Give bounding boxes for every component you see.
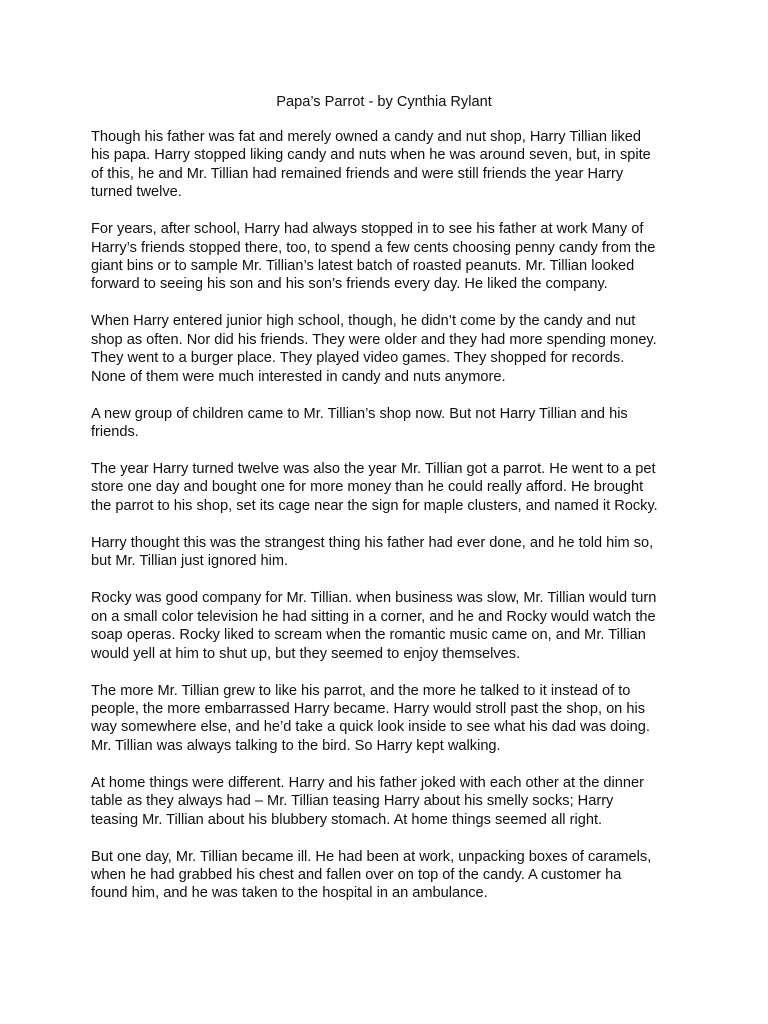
paragraph <box>91 848 691 903</box>
paragraph-line: on a small color television he had sitting in a corner, and he and Rocky would watch the <box>91 608 656 625</box>
paragraph-line: The more Mr. Tillian grew to like his parrot, and the more he talked to it instead of to <box>91 682 631 699</box>
paragraph-line: For years, after school, Harry had always stopped in to see his father at work Many of <box>91 221 644 238</box>
paragraph-line: of this, he and Mr. Tillian had remained friends and were still friends the year Harry <box>91 165 624 182</box>
paragraph-line: would yell at him to shut up, but they seemed to enjoy themselves. <box>91 645 521 662</box>
paragraph-line: the parrot to his shop, set its cage near the sign for maple clusters, and named it Rocky. <box>91 497 658 514</box>
paragraph-line: teasing Mr. Tillian about his blubbery stomach. At home things seemed all right. <box>91 811 603 828</box>
paragraph-line: people, the more embarrassed Harry became. Harry would stroll past the shop, on his <box>91 700 646 717</box>
paragraph <box>91 312 691 386</box>
paragraph-line: When Harry entered junior high school, though, he didn’t come by the candy and nut <box>91 313 636 330</box>
document-body <box>91 128 691 921</box>
paragraph-line: but Mr. Tillian just ignored him. <box>91 553 289 570</box>
paragraph <box>91 774 691 829</box>
paragraph-line: Mr. Tillian was always talking to the bird. So Harry kept walking. <box>91 737 501 754</box>
paragraph-line: giant bins or to sample Mr. Tillian’s latest batch of roasted peanuts. Mr. Tillian looked <box>91 258 635 275</box>
paragraph-line: Though his father was fat and merely owned a candy and nut shop, Harry Tillian liked <box>91 129 642 145</box>
paragraph <box>91 460 691 515</box>
paragraph <box>91 589 691 663</box>
paragraph-line: A new group of children came to Mr. Tillian’s shop now. But not Harry Tillian and his <box>91 405 628 422</box>
paragraph-line: But one day, Mr. Tillian became ill. He had been at work, unpacking boxes of caramels, <box>91 848 652 865</box>
paragraph-line: Harry’s friends stopped there, too, to spend a few cents choosing penny candy from the <box>91 239 656 256</box>
paragraph-line: Harry thought this was the strangest thing his father had ever done, and he told him so, <box>91 534 654 551</box>
paragraph-line: table as they always had – Mr. Tillian teasing Harry about his smelly socks; Harry <box>91 793 614 810</box>
paragraph-line: when he had grabbed his chest and fallen over on top of the candy. A customer ha <box>91 866 622 883</box>
paragraph-line: forward to seeing his son and his son’s friends every day. He liked the company. <box>91 276 608 293</box>
paragraph-line: his papa. Harry stopped liking candy and nuts when he was around seven, but, in spite <box>91 147 651 164</box>
paragraph <box>91 128 691 202</box>
paragraph-line: They went to a burger place. They played video games. They shopped for records. <box>91 350 625 367</box>
paragraph-line: store one day and bought one for more money than he could really afford. He brought <box>91 479 644 496</box>
paragraph-line: found him, and he was taken to the hospital in an ambulance. <box>91 885 488 902</box>
paragraph <box>91 220 691 294</box>
paragraph-line: turned twelve. <box>91 184 182 201</box>
paragraph-line: None of them were much interested in candy and nuts anymore. <box>91 368 506 385</box>
paragraph-line: shop as often. Nor did his friends. They were older and they had more spending money. <box>91 331 657 348</box>
paragraph-line: soap operas. Rocky liked to scream when the romantic music came on, and Mr. Tillian <box>91 627 646 644</box>
paragraph-line: friends. <box>91 424 139 441</box>
document-title: Papa’s Parrot - by Cynthia Rylant <box>276 94 492 110</box>
paragraph <box>91 682 691 756</box>
paragraph-line: way somewhere else, and he’d take a quick look inside to see what his dad was doing. <box>91 719 650 736</box>
paragraph <box>91 534 691 571</box>
paragraph <box>91 405 691 442</box>
paragraph-line: The year Harry turned twelve was also the year Mr. Tillian got a parrot. He went to a pet <box>91 461 656 478</box>
paragraph-line: Rocky was good company for Mr. Tillian. when business was slow, Mr. Tillian would turn <box>91 590 657 607</box>
paragraph-line: At home things were different. Harry and his father joked with each other at the dinner <box>91 774 644 791</box>
